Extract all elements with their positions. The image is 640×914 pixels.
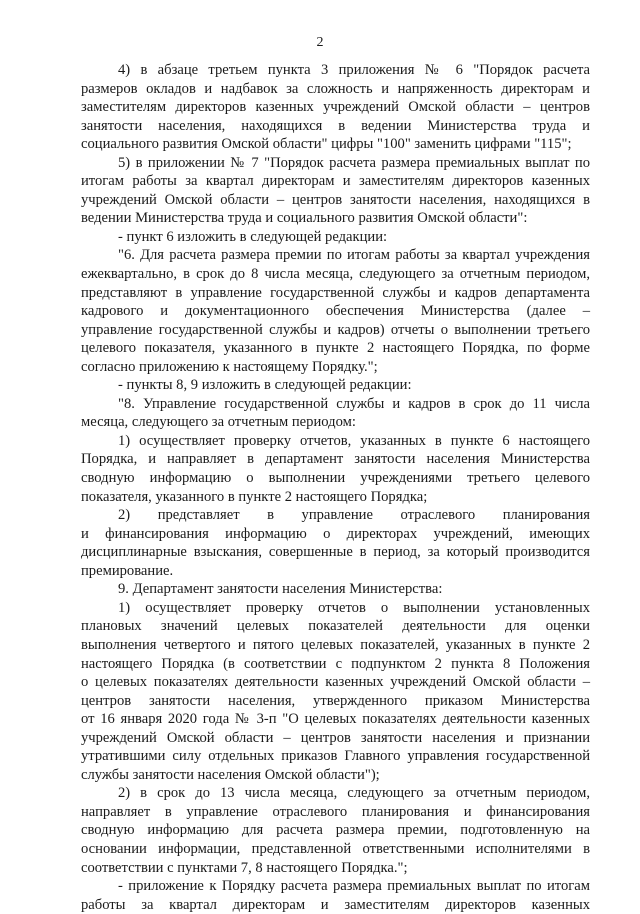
text-line: службы занятости населения Омской области"); <box>81 766 380 783</box>
text-line: согласно приложению к настоящему Порядку."; <box>81 358 378 375</box>
text-line: 9. Департамент занятости населения Министерства: <box>118 581 443 598</box>
text-line: плановых значений целевых показателей деятельности для оценки <box>81 618 590 635</box>
text-line: заместителям директоров казенных учреждений Омской области – центров <box>81 99 590 116</box>
text-line: социального развития Омской области" цифры "100" заменить цифрами "115"; <box>81 136 572 153</box>
text-line: от 16 января 2020 года № 3-п "О целевых показателях деятельности казенных <box>81 711 590 728</box>
text-line: сводную информацию о выполнении учреждениями третьего целевого <box>81 470 590 487</box>
text-line: размеров окладов и надбавок за сложность и напряженность директорам и <box>81 80 590 97</box>
text-line: "8. Управление государственной службы и кадров в срок до 11 числа <box>118 395 590 412</box>
text-line: 2) в срок до 13 числа месяца, следующего за отчетным периодом, <box>118 785 590 802</box>
text-line: о целевых показателях деятельности казенных учреждений Омской области – <box>81 674 590 691</box>
text-line: направляет в управление отраслевого планирования и финансирования <box>81 803 590 820</box>
text-line: выполнения четвертого и пятого целевых показателей, указанных в пункте 2 <box>81 636 590 653</box>
text-line: 1) осуществляет проверку отчетов о выполнении установленных <box>118 599 590 616</box>
text-line: Порядка, и направляет в департамент занятости населения Министерства <box>81 451 590 468</box>
text-line: месяца, следующего за отчетным периодом: <box>81 414 356 431</box>
text-line: учреждений Омской области – центров занятости населения и признании <box>81 729 590 746</box>
text-line: показателя, указанного в пункте 2 настоящего Порядка; <box>81 488 428 505</box>
text-line: утратившими силу отдельных приказов Главного управления государственной <box>81 748 590 765</box>
text-line: центров занятости населения, утвержденного приказом Министерства <box>81 692 590 709</box>
text-line: работы за квартал директорам и заместителям директоров казенных <box>81 896 590 913</box>
text-line: - приложение к Порядку расчета размера премиальных выплат по итогам <box>118 878 590 895</box>
text-line: основании информации, представленной ответственными исполнителями в <box>81 840 590 857</box>
text-line: представляют в управление государственной службы и кадров департамента <box>81 284 590 301</box>
text-line: соответствии с пунктами 7, 8 настоящего Порядка."; <box>81 859 408 876</box>
document-body <box>81 61 590 914</box>
text-line: кадрового и документационного обеспечения Министерства (далее – <box>81 303 590 320</box>
text-line: итогам работы за квартал директорам и заместителям директоров казенных <box>81 173 590 190</box>
text-line: учреждений Омской области – центров занятости населения, находящихся в <box>81 191 590 208</box>
text-line: 2) представляет в управление отраслевого планирования <box>118 507 590 524</box>
text-line: дисциплинарные взыскания, совершенные в период, за который производится <box>81 544 590 561</box>
text-line: настоящего Порядка (в соответствии с подпунктом 2 пункта 8 Положения <box>81 655 590 672</box>
text-line: управление государственной службы и кадров) отчеты о выполнении третьего <box>81 321 590 338</box>
text-line: премирование. <box>81 562 174 579</box>
page-number: 2 <box>316 35 324 50</box>
text-line: ежеквартально, в срок до 8 числа месяца, следующего за отчетным периодом, <box>81 266 590 283</box>
text-line: ведении Министерства труда и социального развития Омской области": <box>81 210 528 227</box>
text-line: - пункт 6 изложить в следующей редакции: <box>118 228 388 245</box>
text-line: 1) осуществляет проверку отчетов, указанных в пункте 6 настоящего <box>118 432 590 449</box>
text-line: и финансирования информацию о директорах учреждений, имеющих <box>81 525 590 542</box>
text-line: 4) в абзаце третьем пункта 3 приложения № 6 "Порядок расчета <box>118 62 590 78</box>
text-line: целевого показателя, указанного в пункте 2 настоящего Порядка, по форме <box>81 340 590 357</box>
text-line: 5) в приложении № 7 "Порядок расчета размера премиальных выплат по <box>118 154 590 171</box>
text-line: "6. Для расчета размера премии по итогам работы за квартал учреждения <box>118 247 590 264</box>
text-line: - пункты 8, 9 изложить в следующей редакции: <box>118 377 412 394</box>
text-line: сводную информацию для расчета размера премии, подготовленную на <box>81 822 590 839</box>
text-line: занятости населения, находящихся в ведении Министерства труда и <box>81 117 590 134</box>
